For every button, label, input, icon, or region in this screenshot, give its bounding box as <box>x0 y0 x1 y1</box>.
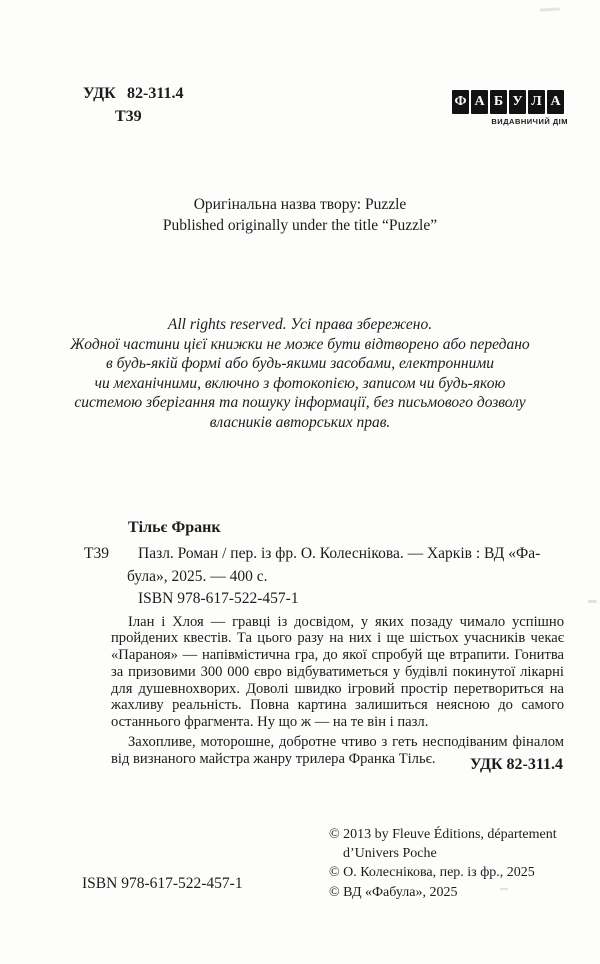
author-code-margin: Т39 <box>84 545 109 562</box>
copyright-block <box>329 825 581 902</box>
rights-notice-line: Жодної частини цієї книжки не може бути відтворено або передано <box>70 335 530 353</box>
logo-letter-tile: У <box>509 90 526 114</box>
udk-value: 82-311.4 <box>127 85 184 102</box>
isbn-citation: ISBN 978-617-522-457-1 <box>138 590 299 607</box>
original-title-block <box>0 194 600 236</box>
isbn-footer: ISBN 978-617-522-457-1 <box>82 875 243 892</box>
rights-notice-line: власників авторських прав. <box>209 413 391 431</box>
rights-notice-line: в будь-якій формі або будь-якими засобами, електронними <box>105 355 495 373</box>
copyright-line: © О. Колеснікова, пер. із фр., 2025 <box>329 865 535 881</box>
original-title-line-uk: Оригінальна назва твору: Puzzle <box>193 196 407 213</box>
logo-letter-tile: Л <box>528 90 545 114</box>
author-name: Тільє Франк <box>128 519 221 536</box>
annotation-paragraph: Захопливе, моторошне, добротне чтиво з геть несподіваним фіналом від визнаного майстра жанру трилера Франка Тільє. <box>111 734 564 767</box>
author-code-top: Т39 <box>115 108 142 125</box>
logo-letter-tile: А <box>547 90 564 114</box>
rights-notice-line: системою зберігання та пошуку інформації, без письмового дозволу <box>74 394 526 412</box>
udk-label: УДК <box>83 85 116 102</box>
copyright-line: © ВД «Фабула», 2025 <box>329 884 458 900</box>
scan-artifact <box>540 7 560 11</box>
rights-notice-line: All rights reserved. Усі права збережено. <box>167 316 433 333</box>
udk-classification-block <box>83 84 183 127</box>
bibliographic-record <box>84 517 564 768</box>
publisher-logo <box>452 90 568 126</box>
copyright-line: © 2013 by Fleuve Éditions, département <box>329 827 557 842</box>
scan-artifact <box>588 600 597 603</box>
citation-line: була», 2025. — 400 с. <box>127 567 268 585</box>
udk-classification-bottom: УДК 82-311.4 <box>469 756 563 773</box>
scan-artifact <box>500 888 508 890</box>
citation-line: Пазл. Роман / пер. із фр. О. Колеснікова. — Харків : ВД «Фа- <box>138 545 541 562</box>
publisher-logo-letters <box>452 90 568 114</box>
original-title-line-en: Published originally under the title “Puzzle” <box>162 217 438 234</box>
rights-notice-line: чи механічними, включно з фотокопією, записом чи будь-якою <box>94 374 506 392</box>
citation-block <box>84 543 564 611</box>
logo-letter-tile: А <box>471 90 488 114</box>
logo-letter-tile: Ф <box>452 90 469 114</box>
rights-notice-block <box>0 315 600 433</box>
annotation-paragraph: Ілан і Хлоя — гравці із досвідом, у яких позаду чимало успішно пройдених квестів. Та цього разу на них і ще шістьох учасників чекає «Параноя» — напівмістична гра, до якої спробуй ще втрапити. Гонитва за призовими 300 000 євро відбуватиметься у будівлі покинутої лікарні для душевнохворих. Доволі швидко ігровий простір перетвориться на жахливу реальність. Повна картина залишиться неясною до самого останнього фрагмента. Ну що ж — на те він і пазл. <box>111 613 564 731</box>
logo-letter-tile: Б <box>490 90 507 114</box>
copyright-line-continuation: d’Univers Poche <box>343 846 437 862</box>
citation-text <box>127 543 564 611</box>
udk-line <box>83 84 183 104</box>
publisher-logo-subtitle: ВИДАВНИЧИЙ ДІМ <box>491 117 568 126</box>
